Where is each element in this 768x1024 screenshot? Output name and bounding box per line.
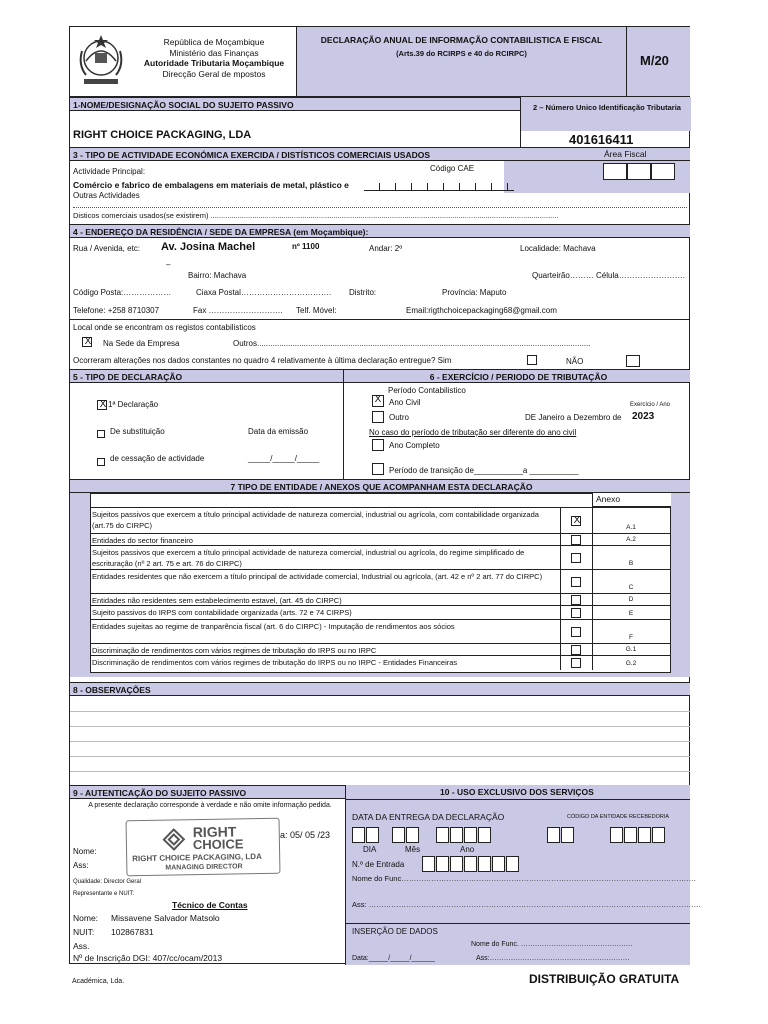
date-digit-cell[interactable] bbox=[652, 827, 665, 843]
records-hq-checkbox[interactable] bbox=[82, 337, 92, 347]
annex-checkbox[interactable] bbox=[571, 658, 581, 668]
jan-dec-label: DE Janeiro a Dezembro de bbox=[525, 413, 622, 422]
section-5-title: 5 - TIPO DE DECLARAÇÃO bbox=[70, 369, 343, 383]
issue-date-label: Data da emissão bbox=[248, 427, 309, 436]
entity-row bbox=[90, 655, 671, 669]
changes-no-checkbox[interactable] bbox=[626, 355, 640, 367]
stamp-company: RIGHT CHOICE PACKAGING, LDA bbox=[132, 851, 262, 864]
annex-code: A.1 bbox=[626, 524, 636, 531]
month-label: Mês bbox=[405, 845, 421, 854]
day-label: DIA bbox=[363, 845, 377, 854]
date-digit-cell[interactable] bbox=[352, 827, 365, 843]
entity-row bbox=[90, 593, 671, 605]
entity-row-text: Entidades não residentes sem estabelecimento estavel, (art. 45 do CIRPC) bbox=[92, 596, 342, 605]
observations-area[interactable] bbox=[70, 697, 690, 783]
official-sign-field[interactable]: Ass: ……………………………………………………………………………………………………………………. bbox=[352, 900, 701, 909]
signer-name-label: Nome: bbox=[73, 847, 97, 856]
entity-row bbox=[90, 643, 671, 655]
entry-digit-cell[interactable] bbox=[478, 856, 491, 872]
records-other-field[interactable]: Outros...................................................................................................................................................... bbox=[233, 339, 591, 348]
entity-code-label: CÓDIGO DA ENTIDADE RECEBEDORIA bbox=[567, 814, 670, 820]
section-10-title: 10 - USO EXCLUSIVO DOS SERVIÇOS bbox=[440, 787, 594, 797]
phone-field[interactable]: Telefone: +258 8710307 bbox=[73, 306, 160, 315]
taxpayer-name[interactable]: RIGHT CHOICE PACKAGING, LDA bbox=[73, 129, 252, 141]
bairro-value[interactable]: Bairro: Machava bbox=[188, 271, 247, 280]
street-value[interactable]: Av. Josina Machel bbox=[161, 241, 256, 253]
fiscal-area-label: Área Fiscal bbox=[604, 149, 647, 159]
cessation-checkbox[interactable] bbox=[97, 458, 105, 466]
changes-yes-checkbox[interactable] bbox=[527, 355, 537, 365]
substitution-checkbox[interactable] bbox=[97, 430, 105, 438]
date-digit-cell[interactable] bbox=[450, 827, 463, 843]
accountant-title: Técnico de Contas bbox=[172, 900, 248, 910]
accountant-nuit[interactable]: 102867831 bbox=[111, 927, 154, 937]
exercise-year-label: Exercício / Ano bbox=[630, 402, 671, 408]
floor-value[interactable]: Andar: 2º bbox=[369, 244, 403, 253]
entity-row bbox=[90, 533, 671, 545]
mobile-field[interactable]: Telf. Móvel: bbox=[296, 306, 337, 315]
annex-checkbox[interactable] bbox=[571, 577, 581, 587]
other-period-checkbox[interactable] bbox=[372, 411, 384, 423]
country-name: República de Moçambique bbox=[163, 37, 265, 47]
date-digit-cell[interactable] bbox=[624, 827, 637, 843]
annex-code: G.2 bbox=[625, 660, 637, 667]
number-value[interactable]: nº 1100 bbox=[292, 242, 320, 251]
other-period-label: Outro bbox=[389, 413, 410, 422]
accountant-name-label: Nome: bbox=[73, 913, 99, 923]
transition-period-checkbox[interactable] bbox=[372, 463, 384, 475]
annex-checkbox[interactable] bbox=[571, 608, 581, 618]
annex-code: D bbox=[628, 596, 634, 603]
records-label: Local onde se encontram os registos contabilisticos bbox=[73, 323, 256, 332]
entry-number-label: N.º de Entrada bbox=[352, 860, 405, 869]
cae-label: Código CAE bbox=[430, 164, 475, 173]
annex-code: E bbox=[628, 610, 634, 617]
entity-row bbox=[90, 569, 671, 593]
civil-year-label: Ano Civil bbox=[389, 398, 421, 407]
data-entry-official[interactable]: Nome do Func. ………………………………………… bbox=[471, 941, 633, 948]
signature-date[interactable]: a: 05/ 05 /23 bbox=[280, 830, 331, 840]
entity-row-text: Sujeito passivos do IRPS com contabilidade organizada (arts. 72 e 74 CIRPS) bbox=[92, 608, 352, 617]
annex-code: A.2 bbox=[626, 536, 636, 543]
entity-row bbox=[90, 545, 671, 569]
entry-digit-cell[interactable] bbox=[506, 856, 519, 872]
data-entry-sign[interactable]: Ass:…………………………………………………… bbox=[476, 955, 630, 962]
tax-year-value[interactable]: 2023 bbox=[632, 411, 655, 422]
quarteirao-field[interactable]: Quarteirão……… Célula……………………. bbox=[532, 271, 685, 280]
annex-checkbox[interactable] bbox=[571, 535, 581, 545]
entry-digit-cell[interactable] bbox=[464, 856, 477, 872]
accountant-nuit-label: NUIT: bbox=[73, 927, 95, 937]
entity-row-text: Entidades residentes que não exercem a título principal de actividade comercial, Industrial ou agrícola, (art. 42 e nº 2 art. 77 do CIRPC) bbox=[92, 572, 543, 581]
entity-row bbox=[90, 507, 671, 533]
first-declaration-checkbox[interactable] bbox=[97, 400, 107, 410]
locality-value[interactable]: Localidade: Machava bbox=[520, 244, 596, 253]
form-code: M/20 bbox=[640, 53, 669, 68]
entry-digit-cell[interactable] bbox=[492, 856, 505, 872]
form-header bbox=[70, 27, 689, 97]
declaration-form bbox=[69, 26, 701, 964]
authority-name: Autoridade Tributaria Moçambique bbox=[143, 58, 285, 68]
section-2-box bbox=[520, 97, 691, 153]
entity-row-text: Discriminação de rendimentos com vários regimes de tributação do IRPS ou no IRPC bbox=[92, 646, 377, 655]
annex-checkbox[interactable] bbox=[571, 595, 581, 605]
complete-year-checkbox[interactable] bbox=[372, 439, 384, 451]
date-digit-cell[interactable] bbox=[366, 827, 379, 843]
accountant-name[interactable]: Missavene Salvador Matsolo bbox=[111, 913, 220, 923]
entity-row-text: Discriminação de rendimentos com vários regimes de tributação do IRPS ou no IRPC - Entidades Financeiras bbox=[92, 658, 458, 667]
accounting-period-label: Período Contabilistico bbox=[388, 386, 466, 395]
stamp-logo-icon bbox=[161, 826, 187, 852]
annex-checkbox[interactable] bbox=[571, 553, 581, 563]
other-activities-label: Outras Actividades bbox=[73, 191, 140, 200]
annex-checkbox[interactable] bbox=[571, 516, 581, 526]
entity-row-text: Entidades sujeitas ao regime de tranparência fiscal (art. 6 do CIRPC) - Imputação de rendimentos aos sócios bbox=[92, 622, 455, 631]
truth-statement: A presente declaração corresponde à verdade e não omite informação pedida. bbox=[88, 802, 332, 809]
civil-year-checkbox[interactable] bbox=[372, 395, 384, 407]
nuit-label: 2 – Número Unico Identificação Tributaria bbox=[533, 103, 681, 112]
official-name-field[interactable]: Nome do Func………………………………………………………………………………………………………. bbox=[352, 874, 696, 883]
signer-quality: Qualidade: Director Geral bbox=[73, 879, 142, 885]
year-label: Ano bbox=[460, 845, 475, 854]
signer-sign-label: Ass: bbox=[73, 861, 89, 870]
section-9-title: 9 - AUTENTICAÇÃO DO SUJEITO PASSIVO bbox=[70, 785, 346, 799]
entity-row-text: Sujeitos passivos que exercem a título principal actividade de natureza comercial, industrial ou agrícola, do regime simplificado de escrituração (nº 2 art. 75 e art. 76 do CIRPC) bbox=[92, 548, 525, 568]
section-3-title: 3 - TIPO DE ACTIVIDADE ECONÓMICA EXERCIDA / DISTÍSTICOS COMERCIAIS USADOS bbox=[70, 147, 690, 161]
complete-year-label: Ano Completo bbox=[389, 441, 440, 450]
postal-box-field[interactable]: Ciaxa Postal……………………………. bbox=[196, 288, 332, 297]
entry-digit-cell[interactable] bbox=[422, 856, 435, 872]
date-digit-cell[interactable] bbox=[406, 827, 419, 843]
email-field[interactable]: Email:rigthchoicepackaging68@gmail.com bbox=[406, 306, 557, 315]
first-declaration-label: 1ª Declaração bbox=[108, 400, 159, 409]
data-entry-label: INSERÇÃO DE DADOS bbox=[352, 927, 438, 936]
dash-mark: – bbox=[166, 260, 171, 269]
district-field[interactable]: Distrito: bbox=[349, 288, 377, 297]
delivery-date-label: DATA DA ENTREGA DA DECLARAÇÃO bbox=[352, 812, 505, 822]
section-7-title: 7 TIPO DE ENTIDADE / ANEXOS QUE ACOMPANHAM ESTA DECLARAÇÃO bbox=[70, 479, 690, 493]
province-field[interactable]: Província: Maputo bbox=[442, 288, 507, 297]
substitution-label: De substituição bbox=[110, 427, 165, 436]
company-stamp bbox=[126, 818, 281, 877]
entry-digit-cell[interactable] bbox=[436, 856, 449, 872]
changes-question: Ocorreram alterações nos dados constantes no quadro 4 relativamente à última declaração entregue? Sim bbox=[73, 356, 452, 365]
entity-row-text: Entidades do sector financeiro bbox=[92, 536, 193, 545]
mozambique-emblem bbox=[76, 31, 126, 89]
dgi-registration[interactable]: Nº de Inscrição DGI: 407/cc/ocam/2013 bbox=[73, 953, 223, 963]
date-digit-cell[interactable] bbox=[547, 827, 560, 843]
cessation-label: de cessação de actividade bbox=[110, 454, 205, 463]
cae-code-cells[interactable] bbox=[364, 183, 514, 191]
period-note: No caso do período de tributação ser diferente do ano civil bbox=[369, 428, 577, 437]
entry-digit-cell[interactable] bbox=[450, 856, 463, 872]
annex-header: Anexo bbox=[596, 494, 621, 504]
fax-field[interactable]: Fax ………………………. bbox=[193, 306, 283, 315]
annex-code: F bbox=[629, 634, 633, 641]
postal-code-field[interactable]: Código Posta:……………… bbox=[73, 288, 172, 297]
ministry-name: Ministério das Finanças bbox=[169, 47, 259, 58]
representative-label: Representante e NUIT: bbox=[73, 891, 135, 897]
trade-signs-label: Disticos comerciais usados(se existirem) ....................................................................................................................................................................... bbox=[73, 211, 559, 220]
form-subtitle: (Arts.39 do RCIRPS e 40 do RCIRPC) bbox=[396, 49, 527, 58]
changes-no-label: NÃO bbox=[566, 357, 584, 366]
stamp-role: MANAGING DIRECTOR bbox=[165, 863, 243, 872]
publisher: Académica, Lda. bbox=[72, 978, 125, 985]
annex-code: B bbox=[628, 560, 634, 567]
free-distribution: DISTRIBUIÇÃO GRATUITA bbox=[529, 972, 680, 986]
date-digit-cell[interactable] bbox=[464, 827, 477, 843]
section-8-title: 8 - OBSERVAÇÕES bbox=[70, 682, 690, 696]
entity-row bbox=[90, 605, 671, 619]
annex-code: C bbox=[628, 584, 634, 591]
annex-code: G.1 bbox=[625, 646, 637, 653]
form-title: DECLARAÇÃO ANUAL DE INFORMAÇÃO CONTABILISTICA E FISCAL bbox=[320, 35, 603, 45]
date-digit-cell[interactable] bbox=[561, 827, 574, 843]
street-label: Rua / Avenida, etc: bbox=[73, 244, 141, 253]
stamp-choice: CHOICE bbox=[192, 836, 244, 853]
records-hq-label: Na Sede da Empresa bbox=[103, 339, 180, 348]
section-4-title: 4 - ENDEREÇO DA RESIDÊNCIA / SEDE DA EMPRESA (em Moçambique): bbox=[70, 224, 690, 238]
main-activity[interactable]: Comércio e fabrico de embalagens em materiais de metal, plástico e bbox=[73, 180, 349, 190]
date-digit-cell[interactable] bbox=[610, 827, 623, 843]
accountant-sign-label: Ass. bbox=[73, 941, 90, 951]
section-1-title: 1-NOME/DESIGNAÇÃO SOCIAL DO SUJEITO PASSIVO bbox=[70, 97, 520, 111]
data-entry-date[interactable]: Data:_____/_____/______ bbox=[352, 955, 435, 962]
entity-row bbox=[90, 619, 671, 643]
date-digit-cell[interactable] bbox=[392, 827, 405, 843]
annex-checkbox[interactable] bbox=[571, 645, 581, 655]
date-digit-cell[interactable] bbox=[436, 827, 449, 843]
stamp-right: RIGHT bbox=[192, 823, 237, 841]
entity-row-text: Sujeitos passivos que exercem a título principal actividade de natureza comercial, industrial ou agrícola, com contabilidade organizada (art.75 do CIRPC) bbox=[92, 510, 539, 530]
date-digit-cell[interactable] bbox=[638, 827, 651, 843]
nuit-value[interactable]: 401616411 bbox=[569, 132, 634, 147]
directorate-name: Direcção Geral de mpostos bbox=[162, 68, 266, 79]
section-6-title: 6 - EXERCÍCIO / PERIODO DE TRIBUTAÇÃO bbox=[343, 369, 690, 383]
transition-period-label[interactable]: Período de transição de___________a ___________ bbox=[389, 466, 579, 475]
date-digit-cell[interactable] bbox=[478, 827, 491, 843]
annex-checkbox[interactable] bbox=[571, 627, 581, 637]
issue-date-field[interactable]: _____/_____/_____ bbox=[248, 454, 320, 463]
main-activity-label: Actividade Principal: bbox=[73, 167, 146, 176]
